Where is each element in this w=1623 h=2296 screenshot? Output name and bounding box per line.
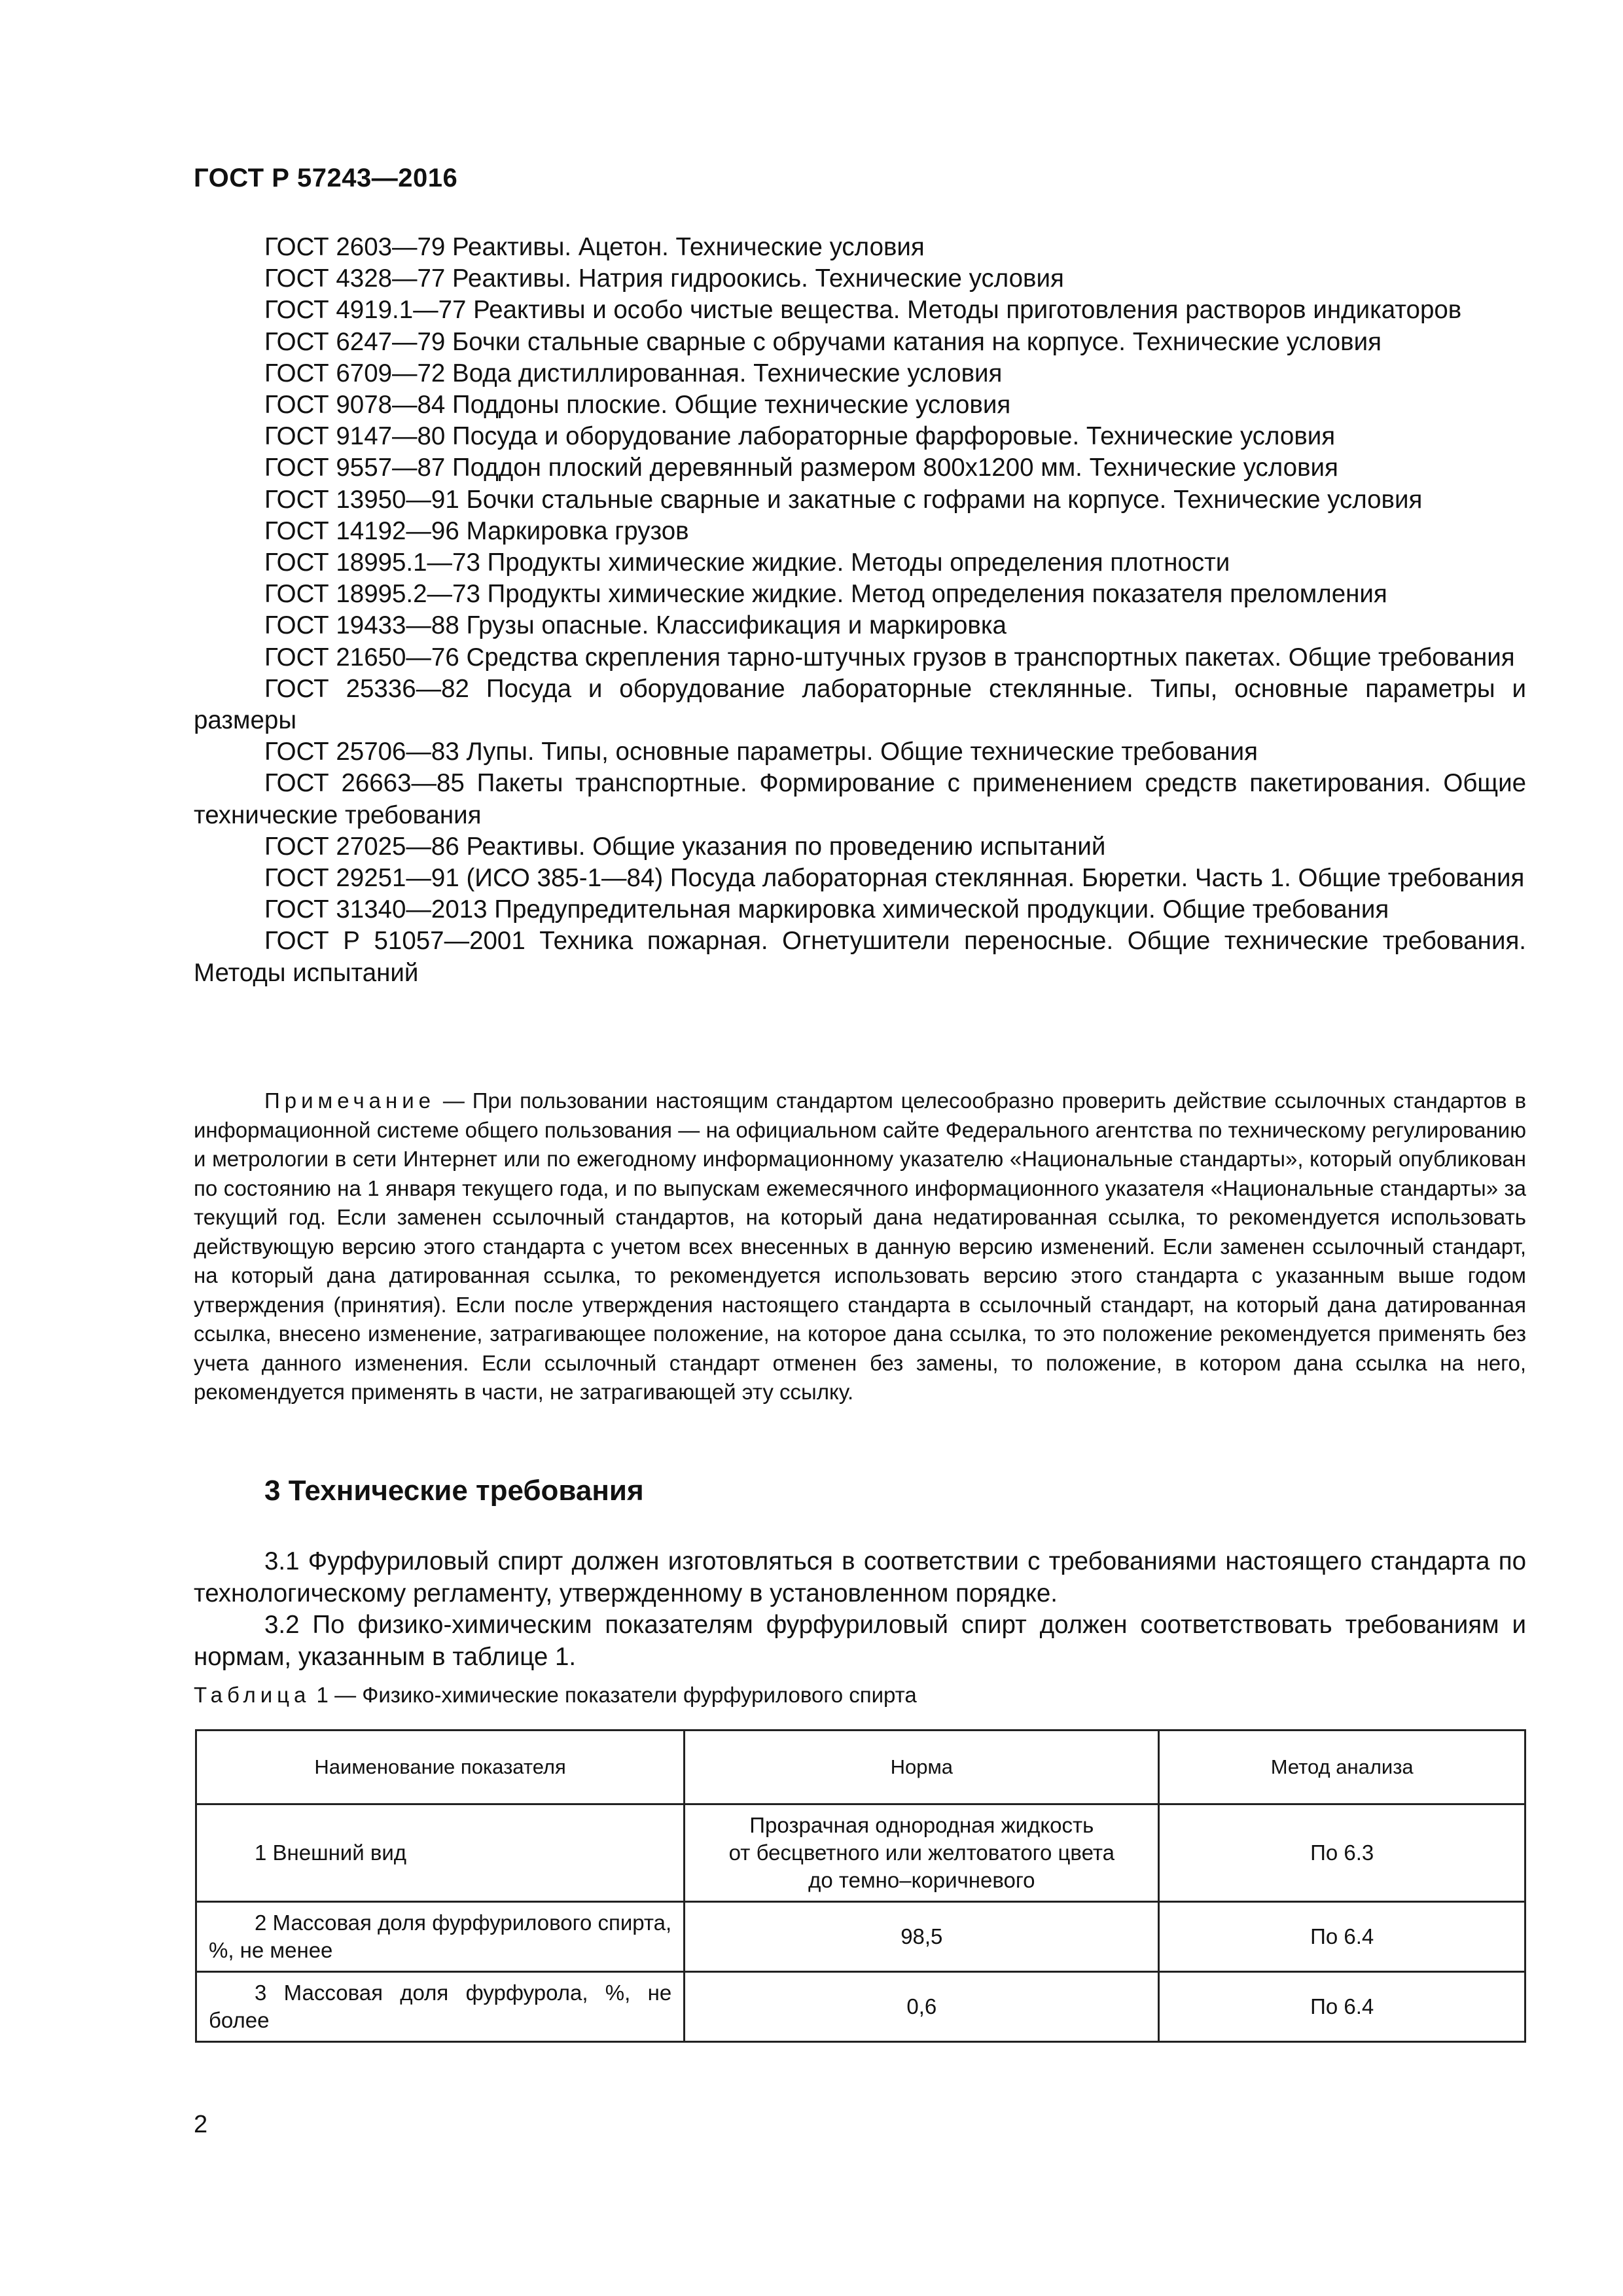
reference-item: ГОСТ Р 51057—2001 Техника пожарная. Огнетушители переносные. Общие технические требования. Методы испытаний bbox=[194, 927, 1526, 987]
reference-item: ГОСТ 25706—83 Лупы. Типы, основные параметры. Общие технические требования bbox=[264, 738, 1258, 766]
reference-item: ГОСТ 31340—2013 Предупредительная маркировка химической продукции. Общие требования bbox=[264, 895, 1389, 924]
column-header-norm: Норма bbox=[685, 1731, 1159, 1804]
column-header-method: Метод анализа bbox=[1159, 1731, 1525, 1804]
table-row bbox=[196, 1804, 1525, 1902]
reference-item: ГОСТ 6247—79 Бочки стальные сварные с обручами катания на корпусе. Технические условия bbox=[264, 327, 1382, 356]
table-caption-text: 1 — Физико-химические показатели фурфурилового спирта bbox=[310, 1683, 917, 1707]
table-caption-label: Таблица bbox=[194, 1683, 311, 1707]
cell-norm-line: 0,6 bbox=[906, 1994, 937, 2018]
cell-method: По 6.4 bbox=[1159, 1972, 1525, 2042]
table-row bbox=[196, 1972, 1525, 2042]
document-code-header: ГОСТ Р 57243—2016 bbox=[194, 164, 458, 192]
reference-item: ГОСТ 26663—85 Пакеты транспортные. Формирование с применением средств пакетирования. Общие технические требования bbox=[194, 769, 1526, 829]
note-label: Примечание bbox=[264, 1088, 436, 1113]
clause-paragraph: 3.2 По физико-химическим показателям фурфуриловый спирт должен соответствовать требованиям и нормам, указанным в таблице 1. bbox=[194, 1611, 1526, 1671]
table-header-row bbox=[196, 1731, 1525, 1804]
cell-indicator-name: 3 Массовая доля фурфурола, %, не более bbox=[196, 1972, 685, 2042]
table-row bbox=[196, 1902, 1525, 1972]
normative-references-list bbox=[194, 232, 1526, 989]
note-text: — При пользовании настоящим стандартом целесообразно проверить действие ссылочных стандартов в информационной системе общего пользования — на официальном сайте Федерального агентства по техническому регулированию и метрологии в сети Интернет или по ежегодному информационному указателю «Национальные стандарты», который опубликован по состоянию на 1 января текущего года, и по выпускам ежемесячного информационного указателя «Национальные стандарты» за текущий год. Если заменен ссылочный стандартов, на который дана недатированная ссылка, то рекомендуется использовать действующую версию этого стандарта с учетом всех внесенных в данную версию изменений. Если заменен ссылочный стандарт, на который дана датированная ссылка, то рекомендуется использовать версию этого стандарта с указанным выше годом утверждения (принятия). Если после утверждения настоящего стандарта в ссылочный стандарт, на который дана датированная ссылка, внесено изменение, затрагивающее положение, на которое дана ссылка, то это положение рекомендуется применять без учета данного изменения. Если ссылочный стандарт отменен без замены, то положение, в котором дана ссылка на него, рекомендуется применять в части, не затрагивающей эту ссылку. bbox=[194, 1088, 1526, 1404]
reference-item: ГОСТ 4328—77 Реактивы. Натрия гидроокись. Технические условия bbox=[264, 264, 1064, 293]
cell-norm-line: 98,5 bbox=[901, 1924, 943, 1948]
cell-norm-line: до темно–коричневого bbox=[808, 1868, 1035, 1892]
reference-item: ГОСТ 14192—96 Маркировка грузов bbox=[264, 516, 689, 545]
note-paragraph bbox=[194, 1086, 1526, 1407]
section-heading: 3 Технические требования bbox=[264, 1475, 644, 1507]
properties-table bbox=[195, 1729, 1526, 2043]
reference-item: ГОСТ 6709—72 Вода дистиллированная. Технические условия bbox=[264, 359, 1003, 387]
cell-indicator-name: 2 Массовая доля фурфурилового спирта, %, не менее bbox=[196, 1902, 685, 1972]
page-number: 2 bbox=[194, 2111, 208, 2138]
cell-norm-line: от бесцветного или желтоватого цвета bbox=[728, 1840, 1115, 1865]
table-caption bbox=[194, 1681, 917, 1710]
reference-item: ГОСТ 27025—86 Реактивы. Общие указания по проведению испытаний bbox=[264, 832, 1106, 861]
reference-item: ГОСТ 9078—84 Поддоны плоские. Общие технические условия bbox=[264, 391, 1011, 420]
clause-paragraph: 3.1 Фурфуриловый спирт должен изготовляться в соответствии с требованиями настоящего стандарта по технологическому регламенту, утвержденному в установленном порядке. bbox=[194, 1547, 1526, 1607]
cell-indicator-name: 1 Внешний вид bbox=[196, 1804, 685, 1902]
reference-item: ГОСТ 2603—79 Реактивы. Ацетон. Технические условия bbox=[264, 233, 925, 261]
reference-item: ГОСТ 29251—91 (ИСО 385-1—84) Посуда лабораторная стеклянная. Бюретки. Часть 1. Общие требования bbox=[264, 864, 1525, 893]
section-body bbox=[194, 1546, 1526, 1673]
cell-method: По 6.3 bbox=[1159, 1804, 1525, 1902]
cell-method: По 6.4 bbox=[1159, 1902, 1525, 1972]
reference-item: ГОСТ 9557—87 Поддон плоский деревянный размером 800x1200 мм. Технические условия bbox=[264, 454, 1338, 482]
note-block bbox=[194, 1086, 1526, 1407]
reference-item: ГОСТ 4919.1—77 Реактивы и особо чистые вещества. Методы приготовления растворов индикаторов bbox=[264, 296, 1462, 325]
column-header-name: Наименование показателя bbox=[196, 1731, 685, 1804]
cell-norm bbox=[685, 1902, 1159, 1972]
reference-item: ГОСТ 13950—91 Бочки стальные сварные и закатные с гофрами на корпусе. Технические условия bbox=[264, 485, 1423, 514]
reference-item: ГОСТ 19433—88 Грузы опасные. Классификация и маркировка bbox=[264, 611, 1007, 640]
reference-item: ГОСТ 25336—82 Посуда и оборудование лабораторные стеклянные. Типы, основные параметры и размеры bbox=[194, 674, 1526, 735]
reference-item: ГОСТ 9147—80 Посуда и оборудование лабораторные фарфоровые. Технические условия bbox=[264, 422, 1336, 451]
reference-item: ГОСТ 21650—76 Средства скрепления тарно-штучных грузов в транспортных пакетах. Общие требования bbox=[264, 643, 1515, 672]
cell-norm-line: Прозрачная однородная жидкость bbox=[749, 1813, 1094, 1837]
cell-norm bbox=[685, 1972, 1159, 2042]
reference-item: ГОСТ 18995.2—73 Продукты химические жидкие. Метод определения показателя преломления bbox=[264, 580, 1387, 609]
reference-item: ГОСТ 18995.1—73 Продукты химические жидкие. Методы определения плотности bbox=[264, 548, 1230, 577]
cell-norm bbox=[685, 1804, 1159, 1902]
